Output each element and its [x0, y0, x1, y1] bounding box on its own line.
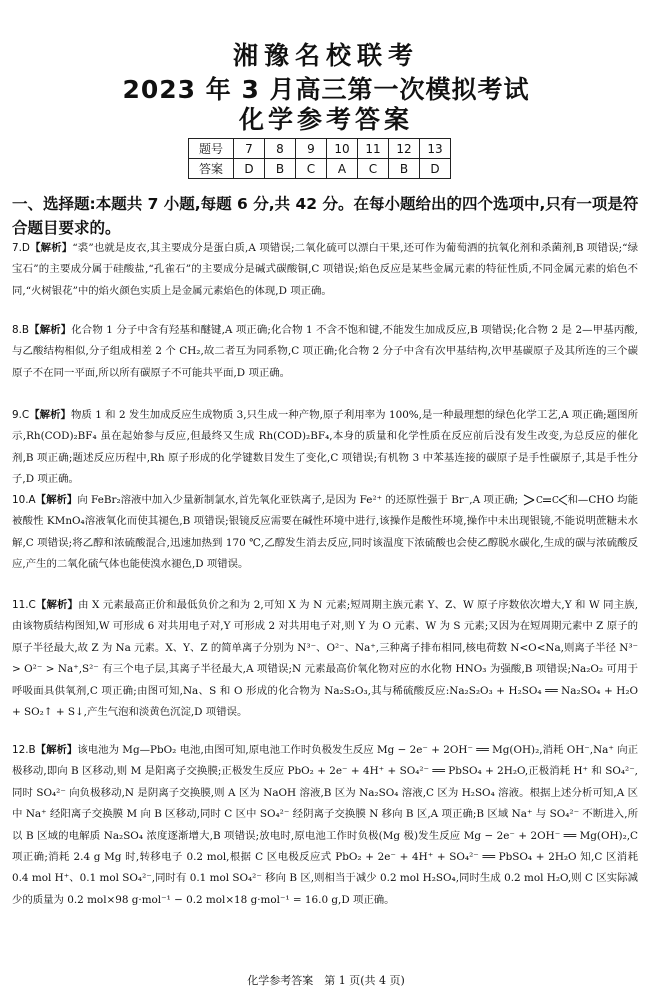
- analysis-text-a: 向 FeBr₂溶液中加入少量新制氯水,首先氧化亚铁离子,是因为 Fe²⁺ 的还原性强于 Br⁻,A 项正确;: [77, 494, 519, 506]
- table-cell-answer: A: [327, 159, 358, 179]
- analysis-tag: 【解析】: [35, 599, 79, 611]
- analysis-tag: 【解析】: [29, 324, 72, 336]
- analysis-text: “裘”也就是皮衣,其主要成分是蛋白质,A 项错误;二氧化硫可以漂白干果,还可作为葡萄酒的抗氧化剂和杀菌剂,B 项错误;“绿宝石”的主要成分属于硅酸盐,“孔雀石”的主要成分是碱式碳酸铜,C 项错误;焰色反应是某些金属元素的特征性质,不同金属元素的焰色不同,“火树银花”中的焰火颜色实质上是金属元素焰色的体现,D 项正确。: [12, 242, 639, 297]
- table-cell-answer: C: [296, 159, 327, 179]
- table-cell-number: 9: [296, 139, 327, 159]
- table-label-answer: 答案: [189, 159, 234, 179]
- table-cell-number: 12: [389, 139, 420, 159]
- question-7-explanation: [12, 238, 638, 302]
- svg-text:C: C: [535, 496, 543, 506]
- section-heading: 一、选择题:本题共 7 小题,每题 6 分,共 42 分。在每小题给出的四个选项中,只有一项是符合题目要求的。: [12, 195, 639, 237]
- table-cell-number: 10: [327, 139, 358, 159]
- analysis-tag: 【解析】: [29, 409, 71, 421]
- analysis-tag: 【解析】: [35, 494, 78, 506]
- question-number: 11.C: [12, 599, 36, 611]
- table-cell-answer: C: [358, 159, 389, 179]
- answer-row: [189, 159, 451, 179]
- question-10-explanation: [12, 490, 638, 576]
- table-cell-number: 13: [420, 139, 451, 159]
- table-cell-number: 7: [234, 139, 265, 159]
- table-cell-answer: D: [420, 159, 451, 179]
- question-8-explanation: [12, 320, 638, 384]
- question-number-row: [189, 139, 451, 159]
- question-number: 12.B: [12, 744, 36, 756]
- analysis-text: 化合物 1 分子中含有羟基和醚键,A 项正确;化合物 1 不含不饱和键,不能发生加成反应,B 项错误;化合物 2 是 2—甲基丙酸,与乙酸结构相似,分子组成相差 2 个 CH₂,故二者互为同系物,C 项正确;化合物 2 分子中含有次甲基结构,次甲基碳原子及其所连的三个碳原子不在同一平面,所以所有碳原子不可能共平面,D 项正确。: [12, 324, 638, 379]
- answer-table: [188, 138, 451, 179]
- table-cell-number: 11: [358, 139, 389, 159]
- question-9-explanation: [12, 405, 638, 491]
- analysis-text-b: 和—CHO 均能被酸性 KMnO₄溶液氧化而使其褪色,B 项错误;银镜反应需要在碱性环境中进行,该操作是酸性环境,操作中未出现银镜,不能说明蔗糖未水解,C 项错误;将乙醇和浓硫酸混合,迅速加热到 170 ℃,乙醇发生消去反应,同时该温度下浓硫酸也会使乙醇脱水碳化,生成的碳与浓硫酸反应,产生的二氧化硫气体也能使溴水褪色,D 项错误。: [12, 494, 638, 571]
- question-number: 9.C: [12, 409, 30, 421]
- question-11-explanation: [12, 595, 638, 723]
- question-number: 7.D: [12, 242, 30, 254]
- question-number: 10.A: [12, 494, 36, 506]
- table-label-number: 题号: [189, 139, 234, 159]
- question-number: 8.B: [12, 324, 30, 336]
- table-cell-answer: D: [234, 159, 265, 179]
- analysis-tag: 【解析】: [29, 242, 73, 254]
- question-12-explanation: [12, 740, 638, 911]
- svg-text:C: C: [551, 496, 559, 506]
- table-cell-number: 8: [265, 139, 296, 159]
- analysis-tag: 【解析】: [35, 744, 78, 756]
- carbon-carbon-double-bond-structure: [522, 493, 568, 507]
- school-union-title: 湘豫名校联考: [232, 41, 419, 70]
- table-cell-answer: B: [389, 159, 420, 179]
- subject-title: 化学参考答案: [238, 105, 413, 134]
- page-footer: 化学参考答案 第 1 页(共 4 页): [247, 974, 405, 987]
- analysis-text: 该电池为 Mg—PbO₂ 电池,由图可知,原电池工作时负极发生反应 Mg − 2e⁻ + 2OH⁻ ══ Mg(OH)₂,消耗 OH⁻,Na⁺ 向正极移动,即向 B 区移动,则 M 是阳离子交换膜;正极发生反应 PbO₂ + 2e⁻ + 4H⁺ + SO₄²⁻ ══ PbSO₄ + 2H₂O,正极消耗 H⁺ 和 SO₄²⁻,同时 SO₄²⁻ 向负极移动,N 是阴离子交换膜,则 A 区为 NaOH 溶液,B 区为 Na₂SO₄ 溶液,C 区为 H₂SO₄ 溶液。根据上述分析可知,A 区中 Na⁺ 经阳离子交换膜 M 向 B 区移动,同时 C 区中 SO₄²⁻ 经阴离子交换膜 N 移向 B 区,A 项正确;B 区域 Na⁺ 与 SO₄²⁻ 不断进入,所以 B 区域的电解质 Na₂SO₄ 浓度逐渐增大,B 项错误;放电时,原电池工作时负极(Mg 极)发生反应 Mg − 2e⁻ + 2OH⁻ ══ Mg(OH)₂,C 项正确;消耗 2.4 g Mg 时,转移电子 0.2 mol,根据 C 区电极反应式 PbO₂ + 2e⁻ + 4H⁺ + SO₄²⁻ ══ PbSO₄ + 2H₂O 知,C 区消耗 0.4 mol H⁺、0.1 mol SO₄²⁻,同时有 0.1 mol SO₄²⁻ 移向 B 区,则相当于减少 0.2 mol H₂SO₄,同时生成 0.2 mol H₂O,则 C 区实际减少的质量为 0.2 mol×98 g·mol⁻¹ − 0.2 mol×18 g·mol⁻¹ = 16.0 g,D 项正确。: [12, 744, 638, 906]
- analysis-text: 物质 1 和 2 发生加成反应生成物质 3,只生成一种产物,原子利用率为 100%,是一种最理想的绿色化学工艺,A 项正确;题图所示,Rh(COD)₂BF₄ 虽在起始参与反应,但最终又生成 Rh(COD)₂BF₄,本身的质量和化学性质在反应前后没有发生改变,为总反应的催化剂,B 项正确;题述反应历程中,Rh 原子形成的化学键数目发生了变化,C 项错误;有机物 3 中苯基连接的碳原子是手性碳原子,其是手性分子,D 项正确。: [12, 409, 638, 486]
- exam-title: 2023 年 3 月高三第一次模拟考试: [122, 75, 530, 104]
- analysis-text: 由 X 元素最高正价和最低负价之和为 2,可知 X 为 N 元素;短周期主族元素 Y、Z、W 原子序数依次增大,Y 和 W 同主族,由该物质结构图知,W 可形成 6 对共用电子对,Y 可形成 2 对共用电子对,则 Y 为 O 元素、W 为 S 元素;又因为在短周期元素中 Z 原子的原子半径最大,故 Z 为 Na 元素。X、Y、Z 的简单离子分别为 N³⁻、O²⁻、Na⁺,三种离子排布相同,核电荷数 N<O<Na,则离子半径 N³⁻ > O²⁻ > Na⁺,S²⁻ 有三个电子层,其离子半径最大,A 项错误;N 元素最高价氧化物对应的水化物 HNO₃ 为强酸,B 项错误;Na₂O₂ 可用于呼吸面具供氧剂,C 项正确;由图可知,Na、S 和 O 形成的化合物为 Na₂S₂O₃,其与稀硫酸反应:Na₂S₂O₃ + H₂SO₄ ══ Na₂SO₄ + H₂O + SO₂↑ + S↓,产生气泡和淡黄色沉淀,D 项错误。: [12, 599, 639, 719]
- table-cell-answer: B: [265, 159, 296, 179]
